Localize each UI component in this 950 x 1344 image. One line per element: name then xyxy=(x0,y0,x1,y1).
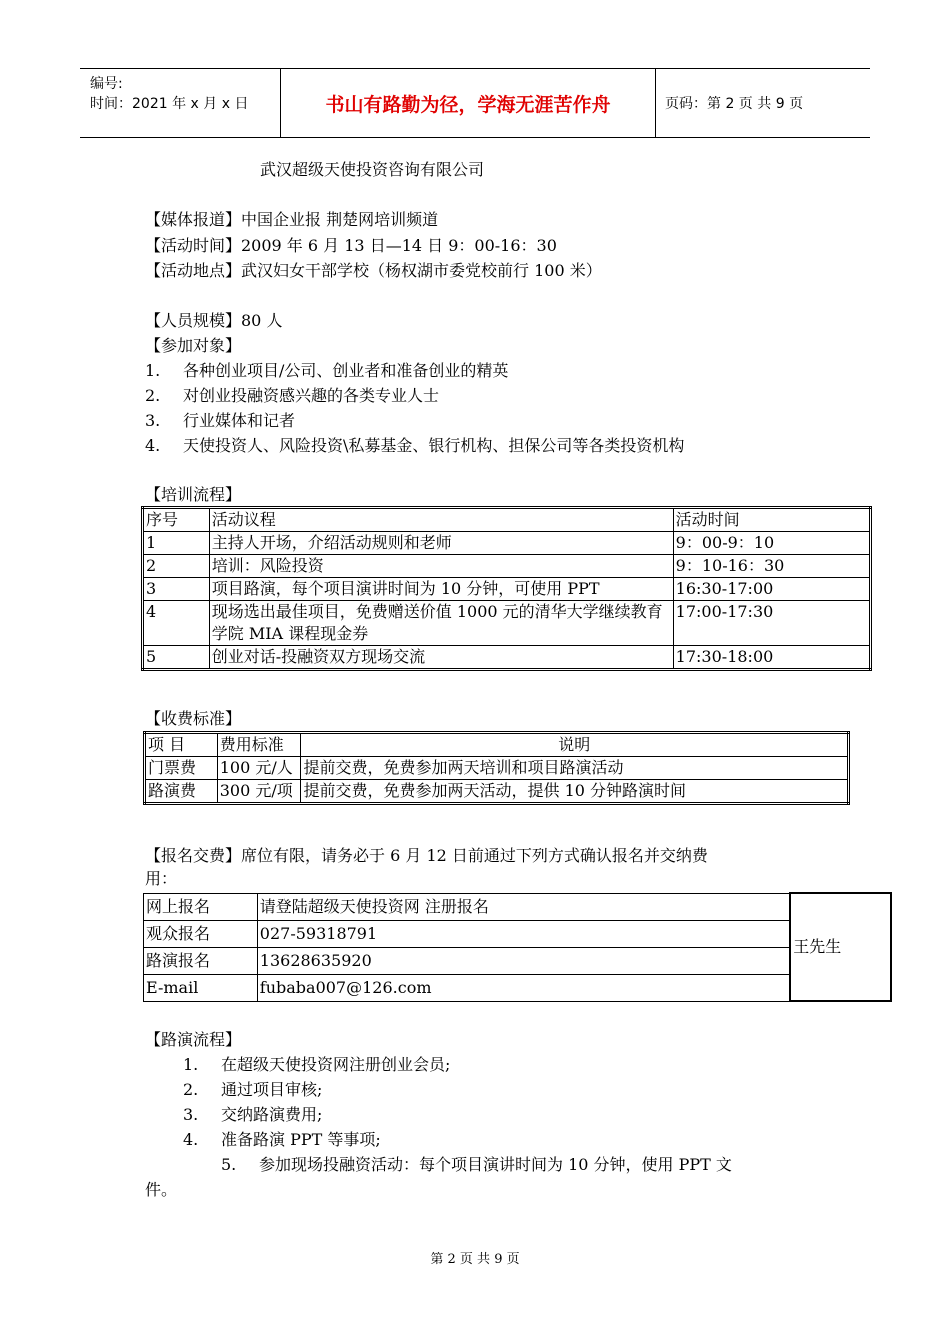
table-cell: 创业对话-投融资双方现场交流 xyxy=(209,646,673,670)
registration-table xyxy=(143,892,892,1002)
audience-item: 2. xyxy=(145,386,161,405)
table-header-cell: 活动议程 xyxy=(209,508,673,532)
training-table xyxy=(141,506,872,671)
table-cell: 现场选出最佳项目，免费赠送价值 1000 元的清华大学继续教育学院 MIA 课程现金券 xyxy=(209,601,673,646)
table-cell: 9：00-9：10 xyxy=(673,532,870,555)
table-cell: E-mail xyxy=(144,974,258,1001)
roadshow-step-text: 准备路演 PPT 等事项; xyxy=(221,1130,381,1149)
table-cell: 项目路演，每个项目演讲时间为 10 分钟，可使用 PPT xyxy=(209,578,673,601)
table-cell: 请登陆超级天使投资网 注册报名 xyxy=(257,893,790,920)
audience-item-text: 各种创业项目/公司、创业者和准备创业的精英 xyxy=(183,361,509,380)
roadshow-step-text: 在超级天使投资网注册创业会员; xyxy=(221,1055,451,1074)
time-label: 时间：2021 年 x 月 x 日 xyxy=(90,96,249,112)
contact-person: 王先生 xyxy=(790,893,891,1001)
table-header-cell: 序号 xyxy=(143,508,210,532)
table-header-row xyxy=(145,733,849,757)
roadshow-step-text-cont: 件。 xyxy=(145,1180,178,1199)
table-cell: 路演费 xyxy=(145,780,218,804)
header-meta xyxy=(80,69,280,137)
table-header-cell: 项 目 xyxy=(145,733,218,757)
header-page-info: 页码：第 2 页 共 9 页 xyxy=(665,96,804,112)
audience-item-text: 对创业投融资感兴趣的各类专业人士 xyxy=(183,386,440,405)
table-row xyxy=(144,974,892,1001)
table-cell: 1 xyxy=(143,532,210,555)
audience-item: 3. xyxy=(145,411,161,430)
media-line: 【媒体报道】中国企业报 荆楚网培训频道 xyxy=(145,210,439,229)
email-link[interactable]: fubaba007@126.com xyxy=(257,974,790,1001)
table-cell: 300 元/项 xyxy=(217,780,301,804)
audience-item: 4. xyxy=(145,436,161,455)
table-header-cell: 说明 xyxy=(301,733,849,757)
table-cell: 9：10-16：30 xyxy=(673,555,870,578)
table-cell: 17:30-18:00 xyxy=(673,646,870,670)
table-header-row xyxy=(143,508,871,532)
roadshow-step-num: 3. xyxy=(183,1105,199,1124)
roadshow-step-text: 参加现场投融资活动：每个项目演讲时间为 10 分钟，使用 PPT 文 xyxy=(259,1155,732,1174)
table-cell: 2 xyxy=(143,555,210,578)
table-cell: 13628635920 xyxy=(257,947,790,974)
fees-table xyxy=(143,731,850,805)
header-motto: 书山有路勤为径，学海无涯苦作舟 xyxy=(280,69,656,137)
table-row xyxy=(143,555,871,578)
table-cell: 门票费 xyxy=(145,757,218,780)
roadshow-step-text: 交纳路演费用; xyxy=(221,1105,323,1124)
roadshow-step-num: 4. xyxy=(183,1130,199,1149)
table-cell: 观众报名 xyxy=(144,920,258,947)
roadshow-step-num: 2. xyxy=(183,1080,199,1099)
audience-title: 【参加对象】 xyxy=(145,336,242,355)
roadshow-step-text: 通过项目审核; xyxy=(221,1080,323,1099)
page-footer: 第 2 页 共 9 页 xyxy=(430,1252,520,1267)
table-row xyxy=(144,947,892,974)
registration-line: 【报名交费】席位有限，请务必于 6 月 12 日前通过下列方式确认报名并交纳费 xyxy=(145,846,708,865)
scale-line: 【人员规模】80 人 xyxy=(145,311,283,330)
table-cell: 4 xyxy=(143,601,210,646)
place-line: 【活动地点】武汉妇女干部学校（杨权湖市委党校前行 100 米） xyxy=(145,261,602,280)
table-cell: 路演报名 xyxy=(144,947,258,974)
table-cell: 主持人开场，介绍活动规则和老师 xyxy=(209,532,673,555)
time-line: 【活动时间】2009 年 6 月 13 日—14 日 9：00-16：30 xyxy=(145,236,557,255)
table-cell: 网上报名 xyxy=(144,893,258,920)
fees-title: 【收费标准】 xyxy=(145,709,242,728)
table-row xyxy=(143,601,871,646)
registration-line-cont: 用： xyxy=(145,869,178,888)
table-cell: 17:00-17:30 xyxy=(673,601,870,646)
table-cell: 提前交费，免费参加两天培训和项目路演活动 xyxy=(301,757,849,780)
training-title: 【培训流程】 xyxy=(145,485,242,504)
table-cell: 培训：风险投资 xyxy=(209,555,673,578)
table-cell: 16:30-17:00 xyxy=(673,578,870,601)
table-row xyxy=(143,532,871,555)
table-cell: 100 元/人 xyxy=(217,757,301,780)
table-row xyxy=(144,893,892,920)
table-row xyxy=(145,757,849,780)
table-row xyxy=(143,578,871,601)
page-header xyxy=(80,68,870,138)
table-cell: 027-59318791 xyxy=(257,920,790,947)
table-row xyxy=(145,780,849,804)
table-header-cell: 活动时间 xyxy=(673,508,870,532)
roadshow-title: 【路演流程】 xyxy=(145,1030,242,1049)
table-cell: 提前交费，免费参加两天活动，提供 10 分钟路演时间 xyxy=(301,780,849,804)
audience-item-text: 天使投资人、风险投资\私募基金、银行机构、担保公司等各类投资机构 xyxy=(183,436,685,455)
roadshow-step-num: 5. xyxy=(221,1155,237,1174)
table-row xyxy=(143,646,871,670)
table-row xyxy=(144,920,892,947)
company-name: 武汉超级天使投资咨询有限公司 xyxy=(260,160,485,179)
table-cell: 5 xyxy=(143,646,210,670)
table-header-cell: 费用标准 xyxy=(217,733,301,757)
audience-item: 1. xyxy=(145,361,161,380)
audience-item-text: 行业媒体和记者 xyxy=(183,411,296,430)
table-cell: 3 xyxy=(143,578,210,601)
roadshow-step-num: 1. xyxy=(183,1055,199,1074)
number-label: 编号: xyxy=(90,76,123,92)
